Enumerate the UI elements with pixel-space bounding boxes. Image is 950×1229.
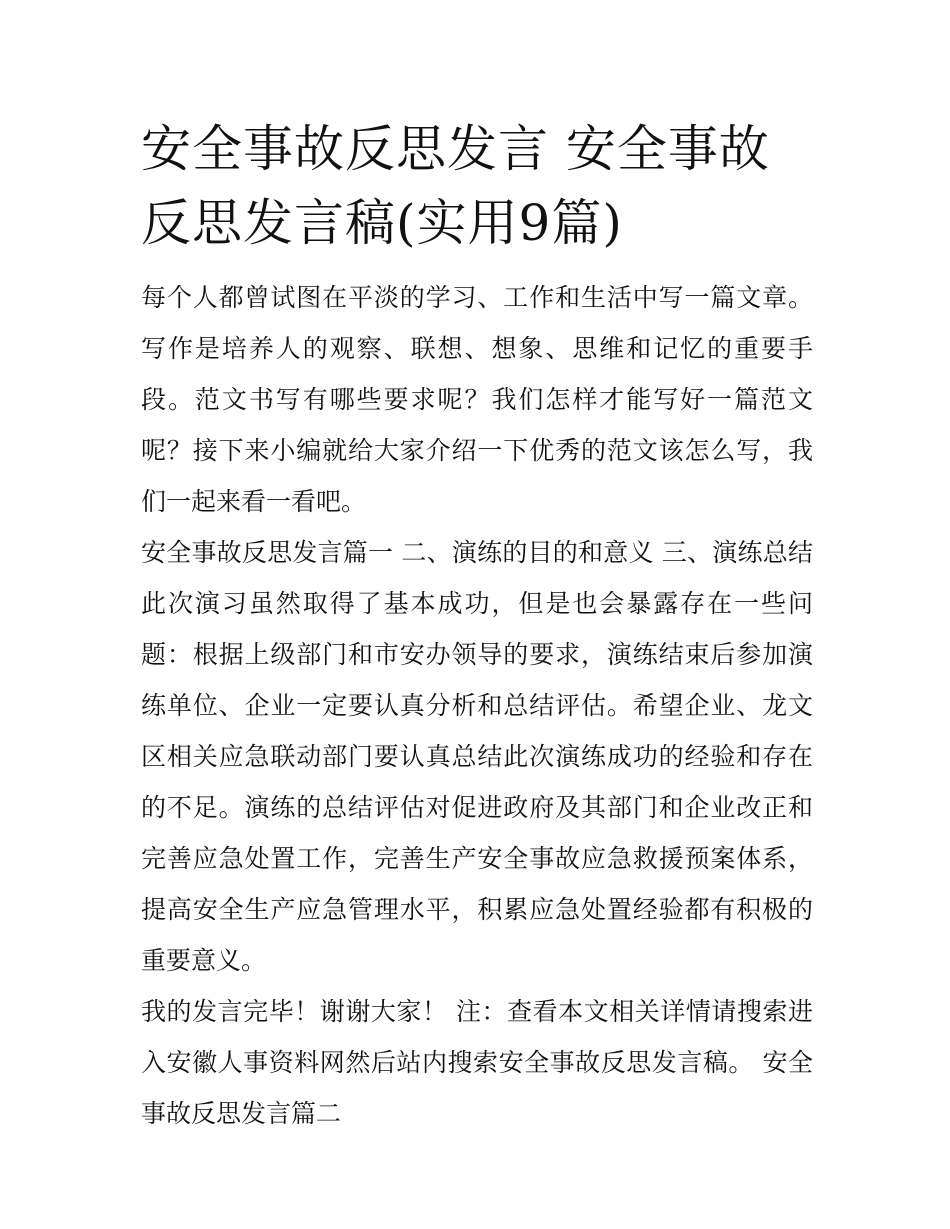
document-body bbox=[141, 272, 813, 1139]
document-page bbox=[141, 112, 813, 1139]
document-title: 安全事故反思发言 安全事故反思发言稿(实用9篇) bbox=[141, 120, 770, 252]
closing-paragraph: 我的发言完毕！谢谢大家！ 注：查看本文相关详情请搜索进入安徽人事资料网然后站内搜索安全事故反思发言稿。 安全事故反思发言篇二 bbox=[141, 997, 813, 1128]
intro-paragraph: 每个人都曾试图在平淡的学习、工作和生活中写一篇文章。写作是培养人的观察、联想、想象、思维和记忆的重要手段。范文书写有哪些要求呢？我们怎样才能写好一篇范文呢？接下来小编就给大家介绍一下优秀的范文该怎么写，我们一起来看一看吧。 bbox=[141, 283, 813, 516]
section-one-paragraph: 安全事故反思发言篇一 二、演练的目的和意义 三、演练总结此次演习虽然取得了基本成功，但是也会暴露存在一些问题：根据上级部门和市安办领导的要求，演练结束后参加演练单位、企业一定要认真分析和总结评估。希望企业、龙文区相关应急联动部门要认真总结此次演练成功的经验和存在的不足。演练的总结评估对促进政府及其部门和企业改正和完善应急处置工作，完善生产安全事故应急救援预案体系，提高安全生产应急管理水平，积累应急处置经验都有积极的重要意义。 bbox=[141, 538, 813, 975]
